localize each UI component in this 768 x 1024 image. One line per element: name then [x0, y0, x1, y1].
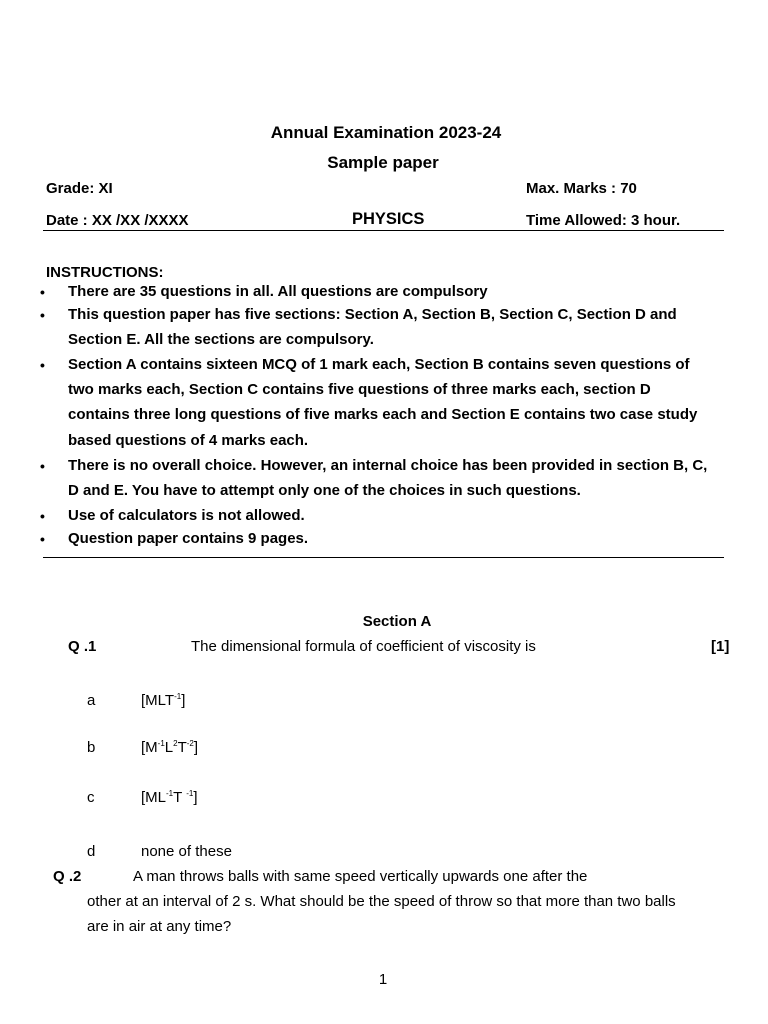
section-title: Section A — [362, 613, 432, 630]
bullet-icon: • — [40, 357, 45, 373]
option-text: none of these — [141, 843, 232, 860]
question-number: Q .1 — [68, 638, 97, 655]
instruction-line: There are 35 questions in all. All questions are compulsory — [68, 283, 488, 300]
option-label: b — [87, 739, 96, 756]
option-label: a — [87, 692, 96, 709]
question-marks: [1] — [711, 638, 730, 655]
paper-type: Sample paper — [327, 153, 439, 172]
instruction-line: Section A contains sixteen MCQ of 1 mark each, Section B contains seven questions of — [68, 356, 690, 373]
instruction-line: Question paper contains 9 pages. — [68, 530, 309, 547]
question-text: are in air at any time? — [87, 918, 232, 935]
grade-label: Grade: XI — [46, 180, 113, 197]
page-number: 1 — [378, 971, 388, 988]
instruction-line: This question paper has five sections: Section A, Section B, Section C, Section D and — [68, 306, 677, 323]
instruction-line: Use of calculators is not allowed. — [68, 507, 305, 524]
bullet-icon: • — [40, 458, 45, 474]
question-text: A man throws balls with same speed vertically upwards one after the — [133, 868, 588, 885]
option-text: [$ML^{-1}T$ $^{-1}$] — [141, 789, 198, 806]
instructions-divider — [43, 557, 724, 558]
option-text: $[M^{-1}L^2T^{-2}]$ — [141, 739, 199, 756]
header-divider — [43, 230, 724, 231]
instruction-line: contains three long questions of five marks each and Section E contains two case study — [68, 406, 698, 424]
date-label: Date : XX /XX /XXXX — [46, 212, 189, 229]
bullet-icon: • — [40, 284, 45, 300]
instruction-line: D and E. You have to attempt only one of the choices in such questions. — [68, 482, 581, 500]
bullet-icon: • — [40, 508, 45, 524]
option-label: c — [87, 789, 95, 806]
instruction-line: based questions of 4 marks each. — [68, 431, 309, 449]
instruction-line: two marks each, Section C contains five questions of three marks each, section D — [68, 381, 651, 399]
time-allowed: Time Allowed: 3 hour. — [526, 212, 681, 229]
option-label: d — [87, 843, 96, 860]
question-text: The dimensional formula of coefficient of viscosity is — [191, 638, 536, 655]
max-marks: Max. Marks : 70 — [526, 180, 637, 197]
instruction-line: Section E. All the sections are compulsory. — [68, 331, 374, 349]
instruction-line: There is no overall choice. However, an internal choice has been provided in section B, C, — [68, 457, 708, 474]
bullet-icon: • — [40, 531, 45, 547]
bullet-icon: • — [40, 307, 45, 323]
exam-title: Annual Examination 2023-24 — [270, 123, 502, 142]
question-text: other at an interval of 2 s. What should be the speed of throw so that more than two balls — [87, 893, 676, 910]
question-number: Q .2 — [53, 868, 82, 885]
subject-title: PHYSICS — [352, 210, 425, 228]
instructions-heading: INSTRUCTIONS: — [46, 264, 164, 281]
option-text: $[MLT^{-1}]$ — [141, 692, 186, 709]
